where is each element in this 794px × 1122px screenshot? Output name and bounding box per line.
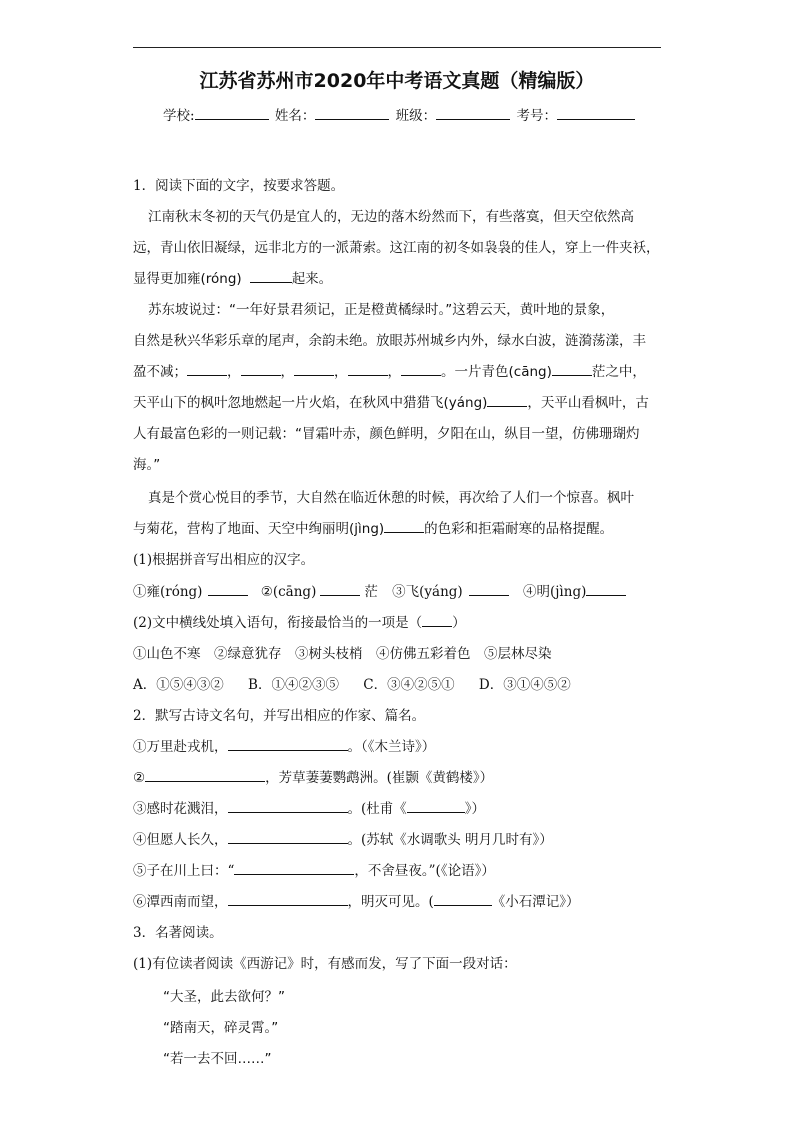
answer-blank[interactable] bbox=[469, 582, 509, 596]
answer-blank[interactable] bbox=[208, 582, 248, 596]
number-blank bbox=[557, 105, 635, 120]
answer-blank[interactable] bbox=[422, 613, 452, 627]
answer-blank[interactable] bbox=[407, 799, 465, 813]
school-label: 学校: bbox=[163, 108, 195, 124]
page-title: 江苏省苏州市2020年中考语文真题（精编版） bbox=[199, 70, 595, 92]
pinyin-item: ②(cāng) bbox=[260, 584, 317, 600]
passage-line bbox=[133, 360, 646, 380]
poem-text: ①万里赴戎机， bbox=[133, 739, 228, 755]
answer-blank[interactable] bbox=[586, 582, 626, 596]
pinyin-item: ④明(jìng) bbox=[522, 584, 587, 600]
dialogue-line: “若一去不回……” bbox=[163, 1051, 272, 1067]
answer-blank[interactable] bbox=[145, 768, 265, 782]
answer-blank[interactable] bbox=[320, 582, 360, 596]
name-blank bbox=[315, 105, 389, 120]
passage-text: 盈不减； bbox=[133, 364, 187, 380]
poem-text: 。(苏轼《水调歌头 明月几时有》） bbox=[347, 832, 553, 848]
q2-header: 2．默写古诗文名句，并写出相应的作家、篇名。 bbox=[133, 708, 426, 724]
passage-line bbox=[133, 267, 332, 287]
separator: ， bbox=[387, 364, 401, 380]
passage-text: 茫之中， bbox=[591, 364, 646, 380]
passage-line: 江南秋末冬初的天气仍是宜人的，无边的落木纷然而下，有些落寞，但天空依然高 bbox=[148, 209, 634, 225]
passage-text: 显得更加雍(róng) bbox=[133, 271, 242, 287]
poem-line bbox=[133, 859, 495, 879]
q1-sub2-options: ①山色不寒 ②绿意犹存 ③树头枝梢 ④仿佛五彩着色 ⑤层林尽染 bbox=[133, 646, 552, 662]
answer-blank[interactable] bbox=[228, 737, 348, 751]
poem-text: 》） bbox=[464, 801, 486, 817]
passage-text: 的色彩和拒霜耐寒的品格提醒。 bbox=[424, 521, 614, 537]
pinyin-item-tail: 茫 bbox=[364, 584, 378, 600]
q1-sub1-items bbox=[133, 580, 626, 600]
poem-text: ② bbox=[133, 770, 146, 786]
answer-blank[interactable] bbox=[487, 393, 527, 407]
passage-text: 。一片青色(cāng) bbox=[441, 364, 552, 380]
passage-line: 远，青山依旧凝绿，远非北方的一派萧索。这江南的初冬如袅袅的佳人，穿上一件夹袄， bbox=[133, 240, 660, 256]
answer-blank[interactable] bbox=[241, 362, 281, 376]
answer-blank[interactable] bbox=[228, 830, 348, 844]
q1-sub2 bbox=[133, 611, 466, 631]
answer-blank[interactable] bbox=[228, 892, 348, 906]
number-label: 考号： bbox=[516, 108, 557, 124]
separator: ， bbox=[334, 364, 348, 380]
answer-blank[interactable] bbox=[401, 362, 441, 376]
poem-text: 。（《木兰诗》） bbox=[347, 739, 436, 755]
poem-text: ，不舍昼夜。”(《论语》） bbox=[354, 863, 495, 879]
school-blank bbox=[195, 105, 269, 120]
answer-blank[interactable] bbox=[187, 362, 227, 376]
separator: ， bbox=[280, 364, 294, 380]
dialogue-line: “大圣，此去欲何？” bbox=[163, 989, 285, 1005]
passage-text: ，天平山看枫叶，古 bbox=[527, 395, 649, 411]
choice-b[interactable]: B．①④②③⑤ bbox=[248, 677, 339, 693]
question-text: (2)文中横线处填入语句，衔接最恰当的一项是（ bbox=[133, 615, 423, 631]
passage-text: 起来。 bbox=[291, 271, 333, 287]
q3-header: 3．名著阅读。 bbox=[133, 925, 223, 941]
answer-blank[interactable] bbox=[552, 362, 592, 376]
answer-blank[interactable] bbox=[348, 362, 388, 376]
passage-line: 自然是秋兴华彩乐章的尾声，余韵未绝。放眼苏州城乡内外，绿水白波，涟漪荡漾，丰 bbox=[133, 333, 646, 349]
passage-line: 人有最富色彩的一则记载：“冒霜叶赤，颜色鲜明，夕阳在山，纵目一望，仿佛珊瑚灼 bbox=[133, 426, 640, 442]
answer-blank[interactable] bbox=[250, 269, 292, 283]
poem-text: ③感时花溅泪， bbox=[133, 801, 228, 817]
passage-line: 海。” bbox=[133, 457, 161, 473]
passage-line: 真是个赏心悦目的季节，大自然在临近休憩的时候，再次给了人们一个惊喜。枫叶 bbox=[148, 490, 634, 506]
answer-blank[interactable] bbox=[384, 519, 424, 533]
poem-text: ⑤子在川上曰：“ bbox=[133, 863, 235, 879]
poem-text: ⑥潭西南而望， bbox=[133, 894, 228, 910]
poem-text: 《小石潭记》） bbox=[491, 894, 580, 910]
poem-text: ，明灭可见。( bbox=[347, 894, 434, 910]
poem-text: ④但愿人长久， bbox=[133, 832, 228, 848]
poem-line bbox=[133, 890, 580, 910]
q1-choices bbox=[133, 673, 571, 693]
poem-line bbox=[133, 735, 435, 755]
passage-line bbox=[133, 391, 649, 411]
poem-text: 。(杜甫《 bbox=[347, 801, 407, 817]
pinyin-item: ③飞(yáng) bbox=[392, 584, 463, 600]
passage-text: 天平山下的枫叶忽地燃起一片火焰，在秋风中猎猎飞(yáng) bbox=[133, 395, 488, 411]
choice-c[interactable]: C．③④②⑤① bbox=[363, 677, 455, 693]
answer-blank[interactable] bbox=[294, 362, 334, 376]
pinyin-item: ①雍(róng) bbox=[133, 584, 203, 600]
class-label: 班级： bbox=[395, 108, 437, 124]
name-label: 姓名： bbox=[274, 108, 316, 124]
q1-header: 1．阅读下面的文字，按要求答题。 bbox=[133, 178, 345, 194]
poem-line bbox=[133, 828, 553, 848]
student-info-line bbox=[163, 104, 635, 124]
passage-text: 与菊花，营构了地面、天空中绚丽明(jìng) bbox=[133, 521, 385, 537]
answer-blank[interactable] bbox=[234, 861, 354, 875]
poem-line bbox=[133, 766, 493, 786]
poem-line bbox=[133, 797, 485, 817]
dialogue-line: “踏南天，碎灵霄。” bbox=[163, 1020, 279, 1036]
answer-blank[interactable] bbox=[434, 892, 492, 906]
poem-text: ，芳草萋萋鹦鹉洲。(崔颢《黄鹤楼》） bbox=[265, 770, 494, 786]
question-text: ） bbox=[452, 615, 466, 631]
header-rule bbox=[133, 47, 661, 48]
class-blank bbox=[436, 105, 510, 120]
choice-a[interactable]: A．①⑤④③② bbox=[133, 677, 224, 693]
q1-sub1: (1)根据拼音写出相应的汉字。 bbox=[133, 552, 315, 568]
passage-line bbox=[133, 517, 613, 537]
passage-line: 苏东坡说过：“一年好景君须记，正是橙黄橘绿时。”这碧云天，黄叶地的景象， bbox=[148, 302, 615, 318]
choice-d[interactable]: D．③①④⑤② bbox=[478, 677, 571, 693]
separator: ， bbox=[227, 364, 241, 380]
q3-sub1: (1)有位读者阅读《西游记》时，有感而发，写了下面一段对话： bbox=[133, 956, 517, 972]
answer-blank[interactable] bbox=[228, 799, 348, 813]
